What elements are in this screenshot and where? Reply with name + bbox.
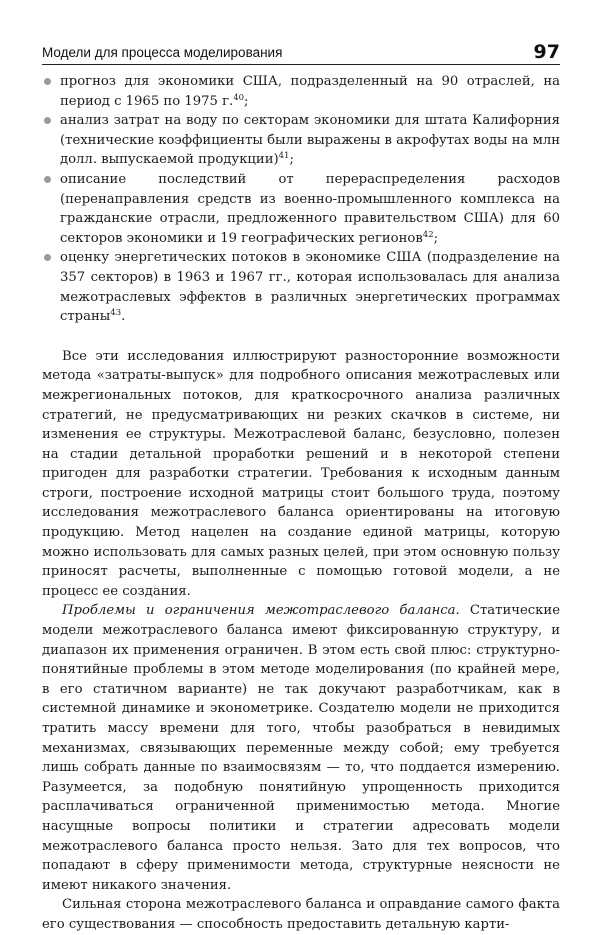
paragraph: Сильная сторона межотраслевого баланса и оправдание самого факта его существования — способность предоставить детальную карти- <box>42 897 560 932</box>
list-item <box>42 72 560 111</box>
list-item-text: описание последствий от перераспределения расходов (перенаправления средств из военно-промышленного комплекса на гражданские отрасли, предложенного правительством США) для 60 секторов экономики и 19 географических регионов <box>60 171 560 246</box>
list-item <box>42 170 560 248</box>
list-item-tail: ; <box>244 93 249 109</box>
list-item-tail: ; <box>289 152 294 168</box>
list-item <box>42 111 560 170</box>
list-item-text: анализ затрат на воду по секторам экономики для штата Калифорния (технические коэффициенты были выражены в акрофутах воды на млн долл. выпускаемой продукции) <box>60 113 560 168</box>
list-item-text: прогноз для экономики США, подразделенный на 90 отраслей, на период с 1965 по 1975 г. <box>60 74 560 109</box>
paragraph-heading: Проблемы и ограничения межотраслевого баланса. <box>62 603 460 619</box>
running-head: Модели для процесса моделирования <box>42 45 283 60</box>
list-item <box>42 248 560 326</box>
paragraph: Все эти исследования иллюстрируют разносторонние возможности метода «затраты-выпуск» для подробного описания межотраслевых или межрегиональных потоков, для краткосрочного анализа различных стратегий, не предусматривающих ни резких скачков в системе, ни изменения ее структуры. Межотраслевой баланс, безусловно, полезен на стадии детальной проработки решений и в некоторой степени пригоден для разработки стратегии. Требования к исходным данным строги, построение исходной матрицы стоит большого труда, поэтому исследования межотраслевого баланса ориентированы на итоговую продукцию. Метод нацелен на создание единой матрицы, которую можно использовать для самых разных целей, при этом основную пользу приносят расчеты, выполненные с помощью готовой модели, а не процесс ее создания. <box>42 348 560 599</box>
page-number: 97 <box>533 41 560 63</box>
list-item-tail: ; <box>433 230 439 246</box>
bullet-list <box>42 72 560 327</box>
footnote-ref: 40 <box>233 92 245 103</box>
bullet-icon <box>44 254 51 261</box>
body-text <box>42 72 560 935</box>
list-item-text: оценку энергетических потоков в экономике США (подразделение на 357 секторов) в 1963 и 1967 гг., которая использовалась для анализа межотраслевых эффектов в различных энергетических программах страны <box>60 250 560 325</box>
paragraph-body: Статические модели межотраслевого баланса имеют фиксированную структуру, и диапазон их применения ограничен. В этом есть свой плюс: структурно-понятийные проблемы в этом методе моделирования (по крайней мере, в его статичном варианте) не так докучают разработчикам, как в системной динамике и эконометрике. Создателю модели не приходится тратить массу времени для того, чтобы разобраться в невидимых механизмах, связывающих переменные между собой; ему требуется лишь собрать данные по взаимосвязям — то, что поддается измерению. Разумеется, за подобную понятийную упрощенность приходится расплачиваться ограниченной применимостью метода. Многие насущные вопросы политики и стратегии адресовать модели межотраслевого баланса просто нельзя. Зато для тех вопросов, что попадают в сферу применимости метода, структурные неясности не имеют никакого значения. <box>42 603 561 893</box>
paragraph <box>42 601 560 895</box>
bullet-icon <box>44 78 51 85</box>
bullet-icon <box>44 176 51 183</box>
footnote-ref: 42 <box>422 229 434 240</box>
list-item-tail: . <box>121 309 126 325</box>
footnote-ref: 41 <box>278 151 290 162</box>
page-header <box>42 30 560 65</box>
bullet-icon <box>44 117 51 124</box>
footnote-ref: 43 <box>110 308 122 319</box>
